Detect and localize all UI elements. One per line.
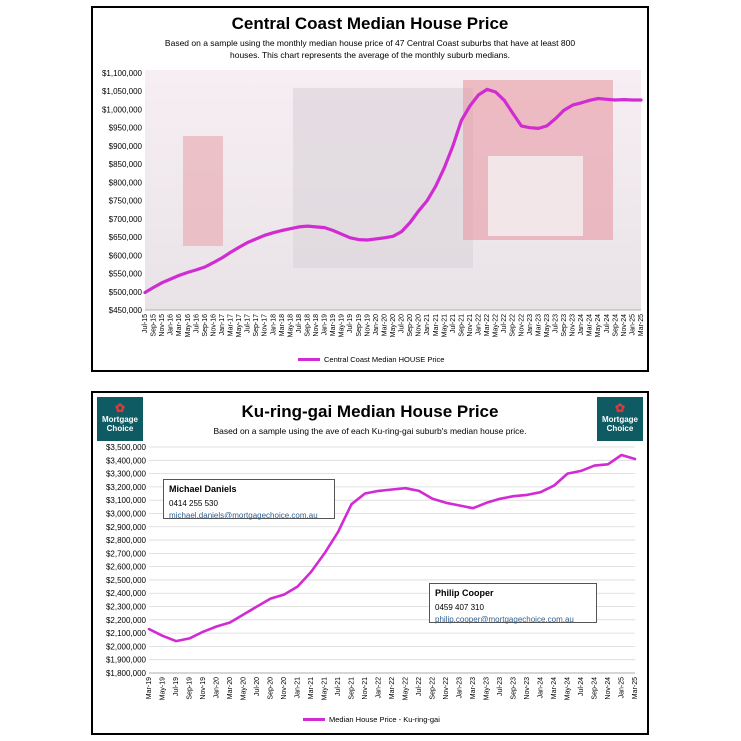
data-point: [478, 94, 480, 96]
x-tick-label: Jan-24: [537, 677, 545, 699]
y-tick-label: $750,000: [108, 196, 142, 206]
y-tick-label: $3,100,000: [105, 496, 146, 506]
x-tick-label: Nov-20: [281, 677, 288, 700]
data-point: [307, 225, 309, 227]
x-tick-label: Mar-25: [638, 314, 645, 337]
data-point: [580, 470, 582, 472]
chart-legend: [303, 715, 440, 724]
chart-subtitle: Based on a sample using the monthly median house price of 47 Central Coast suburbs that have at least 800 houses. This chart represents the average of the monthly suburb medians.: [164, 38, 576, 60]
y-tick-label: $850,000: [108, 160, 142, 170]
x-tick-label: May-17: [236, 314, 244, 338]
x-tick-label: May-22: [402, 677, 410, 701]
y-tick-label: $3,500,000: [105, 443, 146, 452]
data-point: [162, 635, 164, 637]
x-tick-label: Jan-16: [167, 314, 175, 336]
data-point: [426, 200, 428, 202]
central-coast-chart-panel: [91, 6, 649, 372]
x-tick-label: Mar-21: [432, 314, 440, 337]
y-tick-label: $950,000: [108, 123, 142, 133]
x-tick-label: Nov-16: [210, 314, 218, 337]
y-tick-label: $1,900,000: [105, 655, 146, 665]
data-point: [255, 238, 257, 240]
x-tick-label: Jul-23: [497, 677, 504, 697]
data-point: [615, 99, 617, 101]
x-tick-label: Sep-24: [612, 314, 620, 337]
data-point: [324, 553, 326, 555]
y-tick-label: $2,900,000: [105, 522, 146, 532]
x-tick-label: Jan-24: [578, 314, 586, 336]
x-tick-label: Jul-22: [416, 677, 423, 697]
y-tick-label: $650,000: [108, 233, 142, 243]
data-point: [272, 232, 274, 234]
data-point: [435, 185, 437, 187]
x-tick-label: May-21: [321, 677, 329, 701]
data-point: [499, 498, 501, 500]
data-point: [264, 234, 266, 236]
x-tick-label: Nov-15: [159, 314, 167, 337]
data-point: [555, 118, 557, 120]
contact-email[interactable]: michael.daniels@mortgagechoice.com.au: [169, 511, 318, 520]
data-point: [634, 458, 636, 460]
data-point: [148, 628, 150, 630]
data-point: [247, 242, 249, 244]
x-tick-label: Nov-19: [364, 314, 372, 337]
x-tick-label: Jul-19: [173, 677, 180, 697]
contact-phone: 0414 255 530: [169, 499, 218, 508]
x-tick-label: Jul-19: [347, 314, 355, 334]
y-tick-label: $2,700,000: [105, 549, 146, 559]
data-point: [229, 622, 231, 624]
y-tick-label: $1,050,000: [101, 87, 142, 97]
contact-card: [429, 583, 597, 623]
data-point: [202, 631, 204, 633]
data-point: [230, 252, 232, 254]
x-tick-label: Mar-21: [308, 677, 315, 700]
data-point: [529, 127, 531, 129]
x-tick-label: Mar-20: [381, 314, 389, 337]
x-tick-label: May-20: [390, 314, 397, 338]
data-point: [315, 226, 317, 228]
x-tick-label: Sep-22: [429, 677, 437, 700]
x-tick-label: Jul-24: [603, 314, 611, 334]
data-point: [409, 222, 411, 224]
x-tick-label: Sep-21: [348, 677, 356, 700]
legend-label: Central Coast Median HOUSE Price: [324, 355, 445, 364]
chart-subtitle: Based on a sample using the ave of each Ku-ring-gai suburb's median house price.: [213, 426, 527, 436]
x-tick-label: Mar-24: [586, 314, 594, 337]
data-point: [632, 99, 634, 101]
x-tick-label: Jul-18: [295, 314, 303, 334]
x-tick-label: Sep-24: [591, 677, 599, 700]
data-point: [161, 282, 163, 284]
data-point: [196, 269, 198, 271]
data-point: [204, 266, 206, 268]
x-tick-label: May-16: [184, 314, 192, 338]
x-tick-label: Sep-20: [407, 314, 415, 337]
legend-swatch: [303, 718, 325, 721]
data-point: [298, 226, 300, 228]
y-tick-label: $1,000,000: [101, 105, 142, 115]
y-tick-label: $550,000: [108, 269, 142, 279]
x-tick-label: Jan-25: [629, 314, 637, 336]
x-tick-label: May-19: [159, 677, 167, 701]
x-tick-label: Mar-19: [330, 314, 338, 337]
data-point: [589, 100, 591, 102]
x-tick-label: Jan-22: [475, 314, 483, 336]
building-sign: [488, 156, 583, 236]
y-tick-label: $450,000: [108, 306, 142, 315]
x-tick-label: Mar-23: [535, 314, 543, 337]
building-center: [293, 88, 473, 268]
legend-label: Median House Price - Ku-ring-gai: [329, 715, 440, 724]
contact-email[interactable]: philip.cooper@mortgagechoice.com.au: [435, 615, 574, 624]
data-point: [452, 145, 454, 147]
x-tick-label: May-23: [543, 314, 551, 338]
y-tick-label: $2,600,000: [105, 562, 146, 572]
data-point: [640, 99, 642, 101]
data-point: [418, 210, 420, 212]
x-tick-label: Nov-20: [415, 314, 423, 337]
data-point: [178, 275, 180, 277]
x-tick-label: May-22: [492, 314, 500, 338]
data-point: [337, 531, 339, 533]
x-tick-label: May-18: [287, 314, 295, 338]
data-point: [310, 571, 312, 573]
data-point: [553, 485, 555, 487]
x-tick-label: Mar-20: [227, 677, 234, 700]
data-point: [546, 125, 548, 127]
data-point: [401, 231, 403, 233]
x-tick-label: Sep-15: [150, 314, 158, 337]
data-point: [341, 233, 343, 235]
logo-icon: ✿: [614, 401, 626, 415]
data-point: [445, 502, 447, 504]
x-tick-label: May-21: [441, 314, 449, 338]
x-tick-label: Sep-19: [186, 677, 194, 700]
x-tick-label: Mar-16: [176, 314, 184, 337]
data-point: [495, 91, 497, 93]
x-tick-label: Nov-19: [200, 677, 207, 700]
x-tick-label: Mar-18: [278, 314, 286, 337]
y-tick-label: $700,000: [108, 214, 142, 224]
x-tick-label: Sep-23: [561, 314, 569, 337]
x-tick-label: Jan-23: [526, 314, 534, 336]
data-point: [364, 493, 366, 495]
data-point: [432, 498, 434, 500]
x-tick-label: Jan-20: [372, 314, 380, 336]
x-tick-label: Nov-24: [620, 314, 628, 337]
data-point: [621, 454, 623, 456]
x-tick-label: Mar-23: [470, 677, 477, 700]
x-tick-label: Nov-23: [524, 677, 531, 700]
contact-phone: 0459 407 310: [435, 603, 484, 612]
x-tick-label: Nov-22: [518, 314, 526, 337]
data-point: [216, 626, 218, 628]
y-tick-label: $900,000: [108, 141, 142, 151]
x-tick-label: Sep-16: [201, 314, 209, 337]
legend-swatch: [298, 358, 320, 361]
data-point: [281, 230, 283, 232]
chart-title: Ku-ring-gai Median House Price: [241, 402, 499, 421]
data-point: [375, 238, 377, 240]
x-tick-label: May-24: [564, 677, 572, 701]
data-point: [189, 638, 191, 640]
data-point: [270, 598, 272, 600]
x-tick-label: Sep-18: [304, 314, 312, 337]
ku-ring-gai-chart: [93, 393, 647, 733]
y-tick-label: $3,400,000: [105, 456, 146, 466]
data-point: [144, 292, 146, 294]
data-point: [367, 239, 369, 241]
x-tick-label: Sep-22: [509, 314, 517, 337]
logo-line1: Mortgage: [602, 415, 638, 424]
y-tick-label: $2,100,000: [105, 629, 146, 639]
x-tick-label: Jul-23: [552, 314, 560, 334]
x-tick-label: Sep-21: [458, 314, 466, 337]
data-point: [572, 104, 574, 106]
data-point: [461, 120, 463, 122]
data-point: [512, 112, 514, 114]
building-left: [183, 136, 223, 246]
data-point: [351, 503, 353, 505]
y-tick-label: $500,000: [108, 287, 142, 297]
y-tick-label: $600,000: [108, 251, 142, 261]
x-tick-label: Jul-16: [193, 314, 201, 334]
x-tick-label: Jul-20: [398, 314, 406, 334]
y-tick-label: $3,200,000: [105, 482, 146, 492]
data-point: [459, 505, 461, 507]
x-tick-label: May-23: [483, 677, 491, 701]
data-point: [513, 495, 515, 497]
data-point: [444, 167, 446, 169]
logo-line1: Mortgage: [102, 415, 138, 424]
chart-legend: [298, 355, 444, 364]
contact-name: Philip Cooper: [435, 588, 494, 598]
data-point: [580, 102, 582, 104]
x-tick-label: Nov-21: [466, 314, 474, 337]
data-point: [567, 473, 569, 475]
y-tick-label: $800,000: [108, 178, 142, 188]
x-tick-label: Mar-22: [484, 314, 492, 337]
data-point: [503, 100, 505, 102]
x-tick-label: Jan-18: [270, 314, 278, 336]
data-point: [175, 640, 177, 642]
data-point: [607, 463, 609, 465]
x-tick-label: Sep-19: [355, 314, 363, 337]
x-tick-label: Jan-25: [618, 677, 626, 699]
x-tick-label: Mar-25: [632, 677, 639, 700]
x-tick-label: Jul-15: [142, 314, 149, 334]
data-point: [472, 507, 474, 509]
x-tick-label: Jul-17: [244, 314, 252, 334]
data-point: [526, 494, 528, 496]
data-point: [221, 257, 223, 259]
data-point: [563, 109, 565, 111]
x-tick-label: Nov-22: [443, 677, 450, 700]
x-tick-label: Mar-17: [227, 314, 235, 337]
x-tick-label: Mar-24: [551, 677, 558, 700]
x-tick-label: Jan-21: [294, 677, 302, 699]
x-tick-label: May-24: [595, 314, 603, 338]
logo-line2: Choice: [606, 424, 634, 433]
data-point: [486, 89, 488, 91]
x-tick-label: Jan-20: [213, 677, 221, 699]
data-point: [256, 606, 258, 608]
x-tick-label: Jul-21: [449, 314, 457, 334]
data-point: [349, 237, 351, 239]
x-tick-label: May-20: [240, 677, 248, 701]
x-tick-label: May-19: [338, 314, 346, 338]
x-tick-label: Jul-21: [335, 677, 342, 697]
data-point: [392, 236, 394, 238]
x-tick-label: Jan-22: [375, 677, 383, 699]
contact-name: Michael Daniels: [169, 484, 237, 494]
data-point: [187, 272, 189, 274]
data-point: [378, 490, 380, 492]
y-tick-label: $2,300,000: [105, 602, 146, 612]
y-tick-label: $2,500,000: [105, 575, 146, 585]
data-point: [418, 490, 420, 492]
data-point: [540, 491, 542, 493]
data-point: [358, 239, 360, 241]
data-point: [238, 246, 240, 248]
data-point: [297, 586, 299, 588]
chart-title: Central Coast Median House Price: [231, 14, 509, 33]
x-tick-label: Nov-23: [569, 314, 577, 337]
x-tick-label: Nov-17: [261, 314, 269, 337]
data-point: [283, 594, 285, 596]
data-point: [213, 262, 215, 264]
x-tick-label: Mar-19: [146, 677, 153, 700]
y-tick-label: $2,000,000: [105, 642, 146, 652]
x-tick-label: Jan-19: [321, 314, 329, 336]
data-point: [243, 614, 245, 616]
logo-line2: Choice: [106, 424, 134, 433]
data-point: [332, 230, 334, 232]
contact-card: [163, 479, 335, 519]
x-tick-label: Nov-24: [605, 677, 612, 700]
data-point: [469, 105, 471, 107]
x-tick-label: Nov-18: [313, 314, 321, 337]
y-tick-label: $3,000,000: [105, 509, 146, 519]
ku-ring-gai-chart-panel: [91, 391, 649, 735]
x-tick-label: Jan-21: [424, 314, 432, 336]
x-tick-label: Jan-23: [456, 677, 464, 699]
data-point: [170, 278, 172, 280]
central-coast-chart: [93, 8, 647, 370]
x-tick-label: Jul-20: [254, 677, 261, 697]
data-point: [623, 99, 625, 101]
y-tick-label: $1,100,000: [101, 69, 142, 78]
x-tick-label: Nov-21: [362, 677, 369, 700]
y-tick-label: $2,400,000: [105, 589, 146, 599]
data-point: [606, 98, 608, 100]
y-tick-label: $2,200,000: [105, 615, 146, 625]
data-point: [538, 128, 540, 130]
data-point: [486, 502, 488, 504]
y-tick-label: $3,300,000: [105, 469, 146, 479]
x-tick-label: Jul-22: [501, 314, 509, 334]
x-tick-label: Jul-24: [578, 677, 585, 697]
data-point: [384, 237, 386, 239]
x-tick-label: Sep-20: [267, 677, 275, 700]
data-point: [391, 489, 393, 491]
y-tick-label: $1,800,000: [105, 669, 146, 678]
y-tick-label: $2,800,000: [105, 536, 146, 546]
data-point: [153, 287, 155, 289]
x-tick-label: Sep-17: [253, 314, 261, 337]
data-point: [290, 228, 292, 230]
x-tick-label: Mar-22: [389, 677, 396, 700]
x-tick-label: Jan-17: [218, 314, 226, 336]
data-point: [324, 227, 326, 229]
data-point: [594, 465, 596, 467]
x-tick-label: Sep-23: [510, 677, 518, 700]
data-point: [597, 98, 599, 100]
logo-icon: ✿: [114, 401, 126, 415]
data-point: [520, 125, 522, 127]
data-point: [405, 487, 407, 489]
